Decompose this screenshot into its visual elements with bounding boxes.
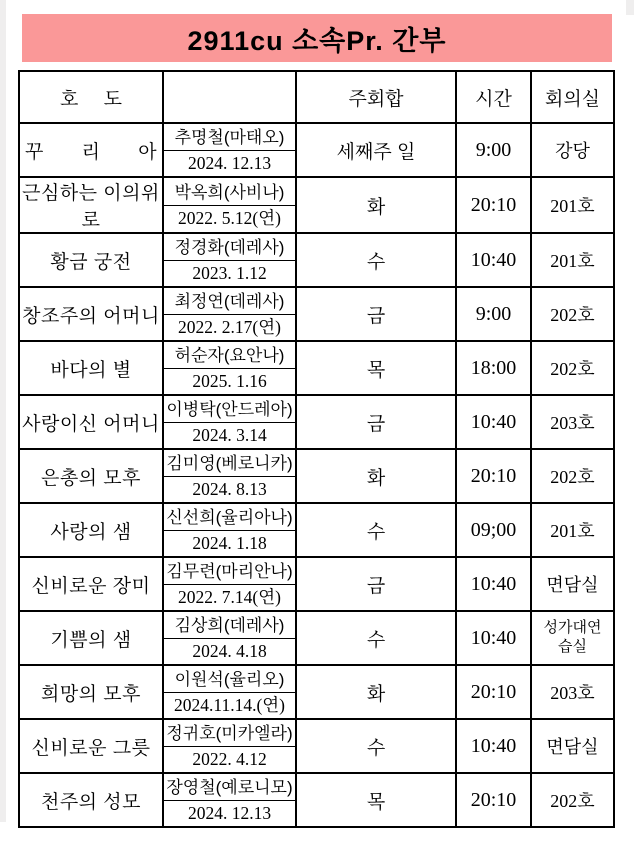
officer-cell — [163, 557, 296, 611]
header-time: 시간 — [456, 71, 531, 123]
officer-date: 2024. 1.18 — [192, 532, 267, 553]
officer-name: 허순자(요안나) — [164, 343, 295, 369]
header-officer — [163, 71, 296, 123]
officer-name: 김상희(데레사) — [164, 613, 295, 639]
meeting-time-cell: 10:40 — [456, 719, 531, 773]
officer-date: 2024.11.14.(연) — [173, 694, 286, 715]
meeting-day-cell: 금 — [296, 557, 456, 611]
table-row — [19, 287, 614, 341]
meeting-time-cell: 20:10 — [456, 773, 531, 827]
title-banner — [22, 14, 612, 62]
meeting-time-cell: 9:00 — [456, 287, 531, 341]
officer-date: 2024. 12.13 — [187, 152, 272, 173]
praesidium-name-cell: 기쁨의 샘 — [19, 611, 163, 665]
officer-name: 김미영(베로니카) — [164, 451, 295, 477]
officer-date: 2024. 12.13 — [187, 802, 272, 823]
officer-cell — [163, 665, 296, 719]
officer-cell — [163, 503, 296, 557]
officer-date: 2024. 4.18 — [192, 640, 267, 661]
meeting-day-cell: 목 — [296, 773, 456, 827]
officer-cell — [163, 449, 296, 503]
table-row — [19, 557, 614, 611]
meeting-day-cell: 화 — [296, 449, 456, 503]
officer-name: 정경화(데레사) — [164, 235, 295, 261]
officer-cell — [163, 773, 296, 827]
meeting-time-cell: 09;00 — [456, 503, 531, 557]
officer-name: 정귀호(미카엘라) — [164, 721, 295, 747]
meeting-room-cell: 201호 — [531, 503, 614, 557]
officer-cell — [163, 341, 296, 395]
meeting-room-cell: 202호 — [531, 287, 614, 341]
officer-name: 신선희(율리아나) — [164, 505, 295, 531]
praesidium-name-cell: 신비로운 그릇 — [19, 719, 163, 773]
header-row — [19, 71, 614, 123]
schedule-table-body — [19, 123, 614, 827]
page-title: 2911cu 소속Pr. 간부 — [187, 25, 447, 56]
officer-date: 2022. 7.14(연) — [178, 586, 281, 607]
praesidium-name-cell: 꾸 리 아 — [19, 123, 163, 177]
meeting-room-cell: 202호 — [531, 773, 614, 827]
officer-date: 2024. 3.14 — [192, 424, 267, 445]
officer-name: 장영철(예로니모) — [164, 775, 295, 801]
schedule-table — [18, 70, 615, 828]
officer-cell — [163, 287, 296, 341]
officer-cell — [163, 611, 296, 665]
praesidium-name-cell: 근심하는 이의위로 — [19, 177, 163, 233]
meeting-room-cell: 203호 — [531, 665, 614, 719]
header-room: 회의실 — [531, 71, 614, 123]
officer-name: 이병탁(안드레아) — [164, 397, 295, 423]
meeting-time-cell: 10:40 — [456, 233, 531, 287]
meeting-room-cell: 202호 — [531, 341, 614, 395]
officer-name: 최정연(데레사) — [164, 289, 295, 315]
scan-edge-left — [0, 0, 6, 822]
officer-cell — [163, 233, 296, 287]
table-row — [19, 665, 614, 719]
meeting-day-cell: 금 — [296, 287, 456, 341]
meeting-day-cell: 수 — [296, 719, 456, 773]
meeting-room-cell: 201호 — [531, 177, 614, 233]
meeting-day-cell: 화 — [296, 665, 456, 719]
officer-date: 2023. 1.12 — [192, 262, 267, 283]
officer-date: 2022. 5.12(연) — [178, 207, 281, 228]
meeting-time-cell: 10:40 — [456, 395, 531, 449]
header-praesidium: 호 도 — [19, 71, 163, 123]
meeting-room-cell: 면담실 — [531, 557, 614, 611]
table-row — [19, 177, 614, 233]
table-row — [19, 341, 614, 395]
meeting-day-cell: 금 — [296, 395, 456, 449]
officer-cell — [163, 719, 296, 773]
table-row — [19, 395, 614, 449]
officer-date: 2022. 4.12 — [192, 748, 267, 769]
meeting-time-cell: 10:40 — [456, 611, 531, 665]
officer-cell — [163, 395, 296, 449]
meeting-time-cell: 10:40 — [456, 557, 531, 611]
table-row — [19, 773, 614, 827]
praesidium-name-cell: 바다의 별 — [19, 341, 163, 395]
meeting-room-cell: 성가대연습실 — [531, 611, 614, 665]
meeting-time-cell: 20:10 — [456, 449, 531, 503]
table-row — [19, 123, 614, 177]
praesidium-name-cell: 황금 궁전 — [19, 233, 163, 287]
table-row — [19, 233, 614, 287]
praesidium-name-cell: 창조주의 어머니 — [19, 287, 163, 341]
praesidium-name-cell: 희망의 모후 — [19, 665, 163, 719]
meeting-room-cell: 203호 — [531, 395, 614, 449]
officer-date: 2025. 1.16 — [192, 370, 267, 391]
officer-name: 추명철(마태오) — [164, 125, 295, 151]
officer-name: 이원석(율리오) — [164, 667, 295, 693]
table-row — [19, 719, 614, 773]
table-row — [19, 449, 614, 503]
meeting-time-cell: 18:00 — [456, 341, 531, 395]
meeting-day-cell: 수 — [296, 503, 456, 557]
meeting-day-cell: 수 — [296, 611, 456, 665]
meeting-time-cell: 20:10 — [456, 177, 531, 233]
praesidium-name-cell: 신비로운 장미 — [19, 557, 163, 611]
table-row — [19, 503, 614, 557]
officer-name: 김무련(마리안나) — [164, 559, 295, 585]
officer-cell — [163, 177, 296, 233]
meeting-day-cell: 수 — [296, 233, 456, 287]
meeting-day-cell: 세째주 일 — [296, 123, 456, 177]
praesidium-name-cell: 은총의 모후 — [19, 449, 163, 503]
meeting-day-cell: 화 — [296, 177, 456, 233]
officer-cell — [163, 123, 296, 177]
praesidium-name-cell: 사랑이신 어머니 — [19, 395, 163, 449]
scan-edge-corner — [626, 0, 634, 15]
officer-date: 2024. 8.13 — [192, 478, 267, 499]
meeting-room-cell: 201호 — [531, 233, 614, 287]
meeting-room-cell: 202호 — [531, 449, 614, 503]
meeting-room-cell: 면담실 — [531, 719, 614, 773]
table-row — [19, 611, 614, 665]
header-meeting: 주회합 — [296, 71, 456, 123]
officer-name: 박옥희(사비나) — [164, 180, 295, 206]
meeting-day-cell: 목 — [296, 341, 456, 395]
praesidium-name-cell: 천주의 성모 — [19, 773, 163, 827]
meeting-room-cell: 강당 — [531, 123, 614, 177]
officer-date: 2022. 2.17(연) — [178, 316, 281, 337]
meeting-time-cell: 20:10 — [456, 665, 531, 719]
praesidium-name-cell: 사랑의 샘 — [19, 503, 163, 557]
meeting-time-cell: 9:00 — [456, 123, 531, 177]
